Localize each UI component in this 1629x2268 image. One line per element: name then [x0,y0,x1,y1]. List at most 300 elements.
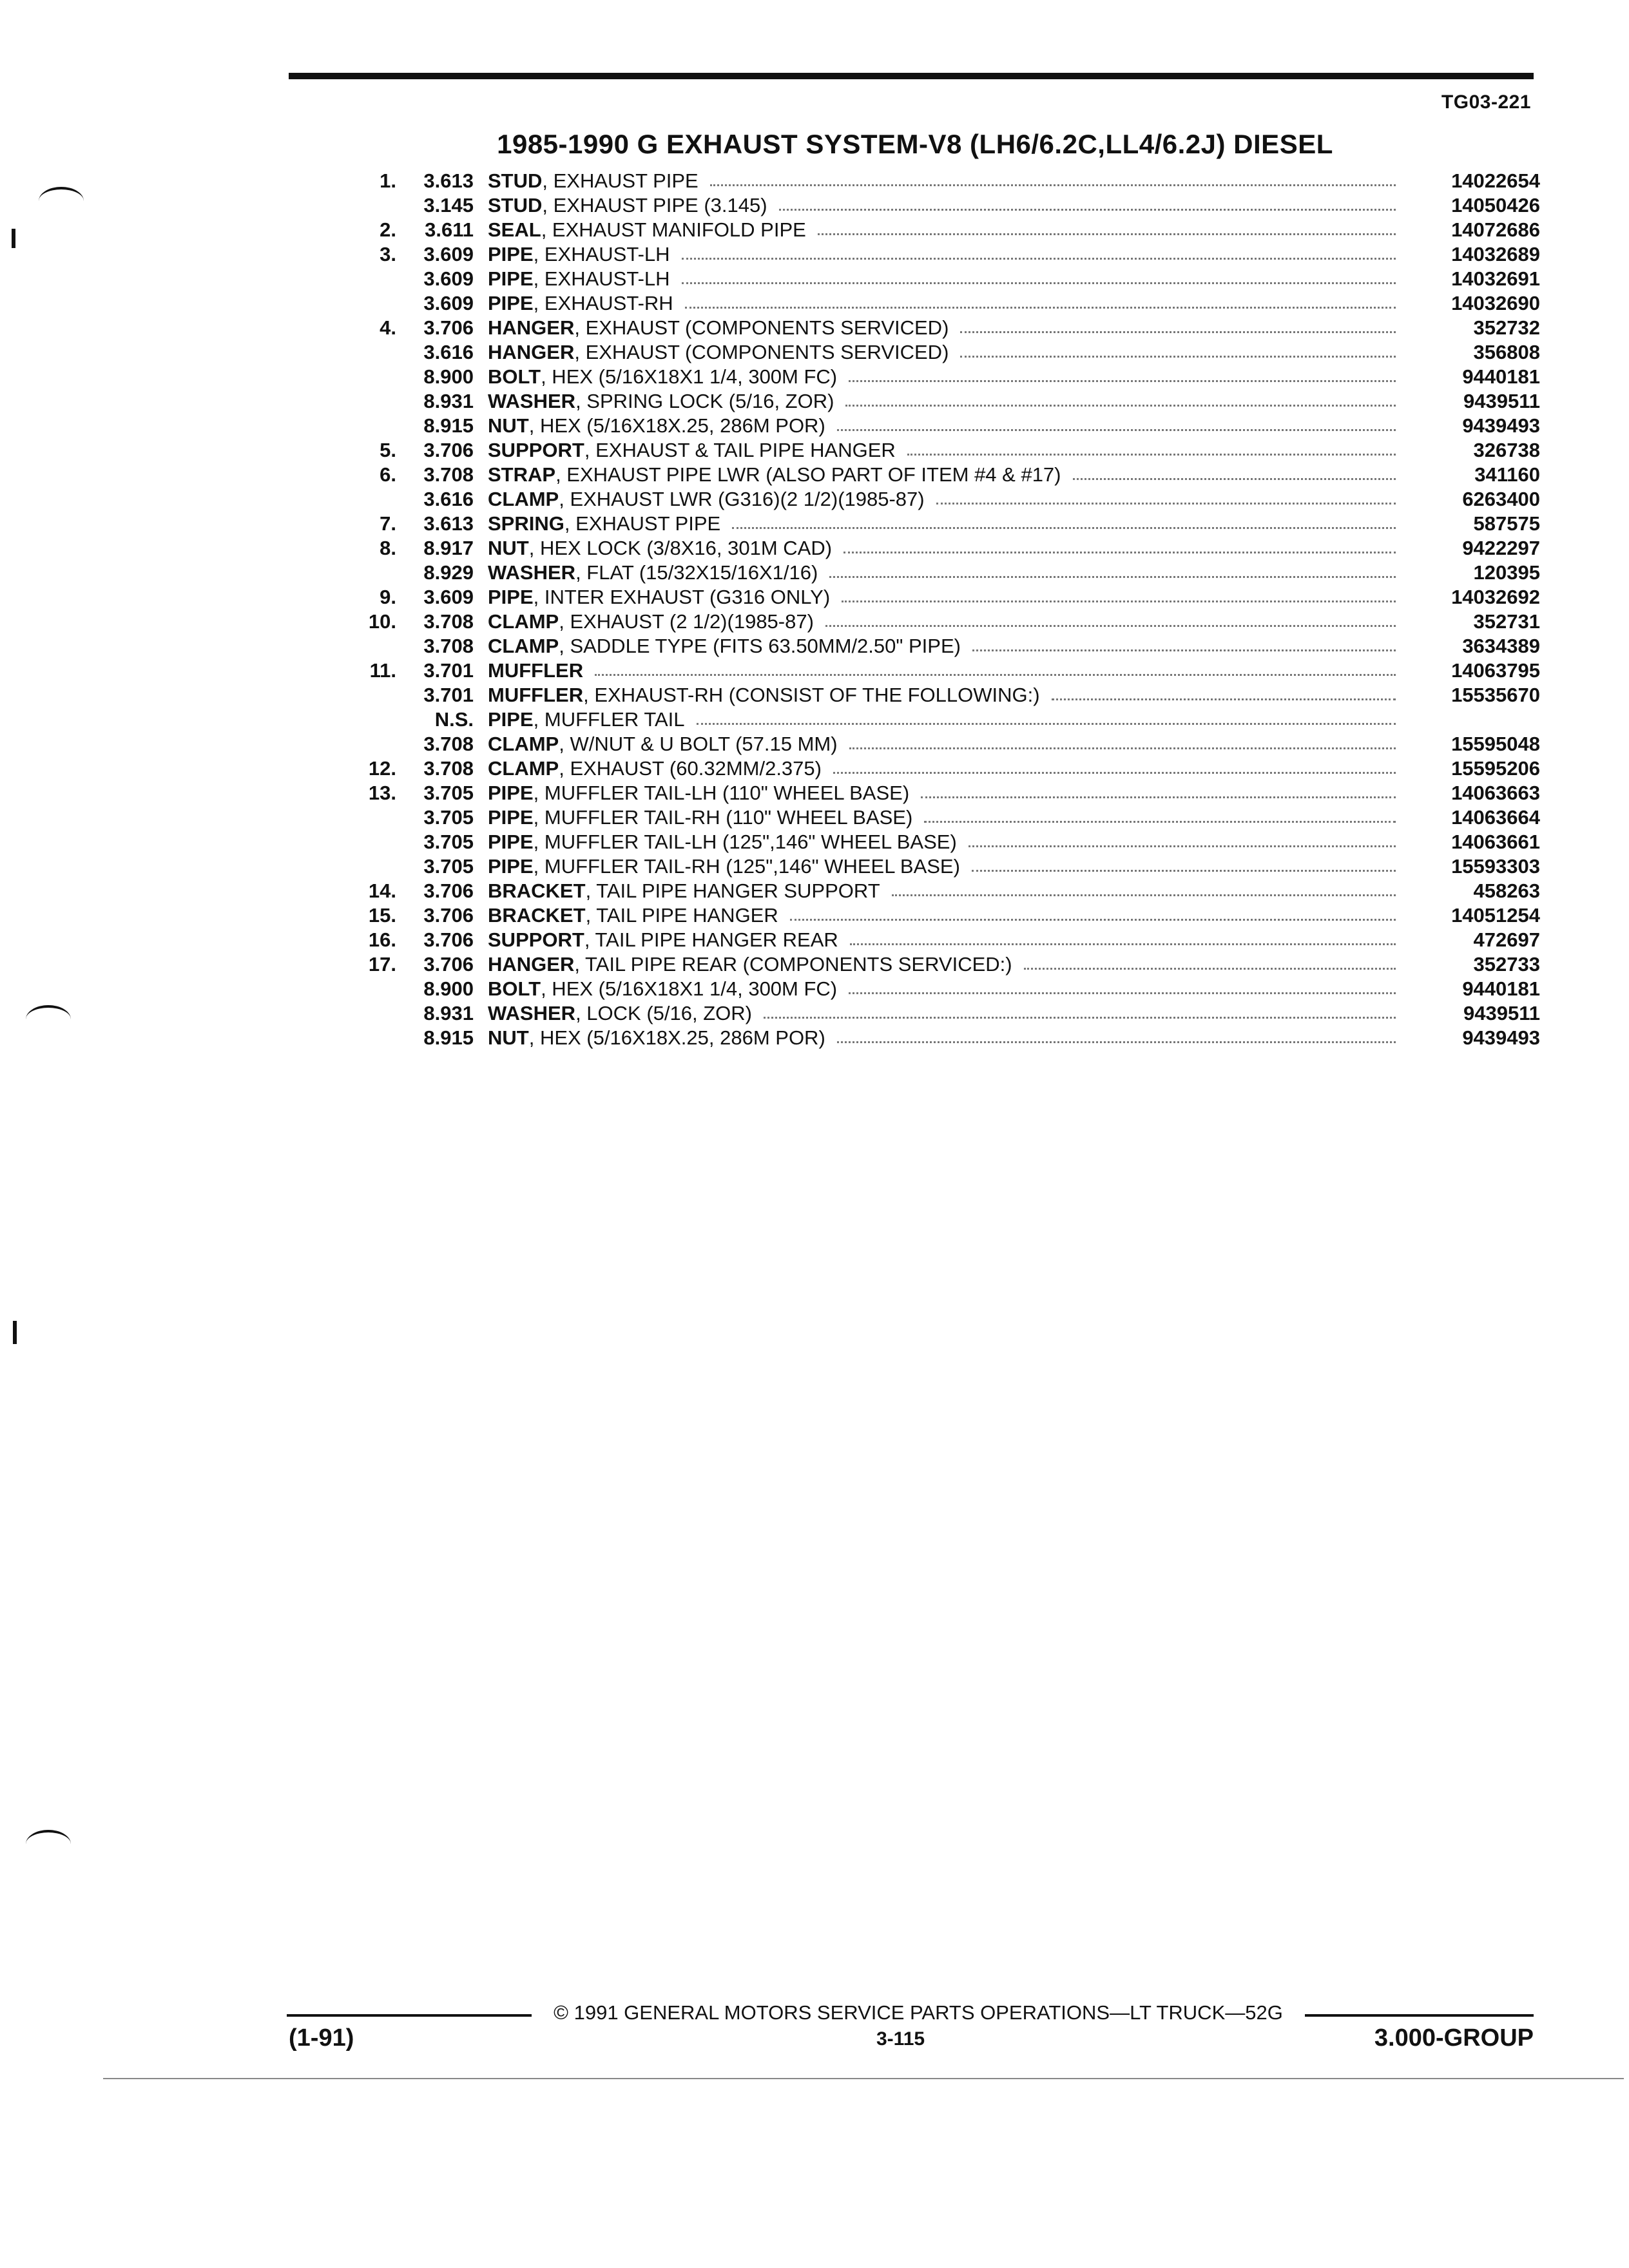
item-number: 8. [380,537,396,559]
item-number: 15. [368,904,396,927]
item-number: 2. [380,218,396,241]
part-number: 14050426 [1451,194,1540,216]
part-row [348,732,1540,756]
dot-leader [936,487,1396,505]
group-number: 3.145 [423,194,474,216]
group-number: 3.706 [423,928,474,951]
part-name: MUFFLER [488,684,584,706]
part-description [488,512,720,536]
part-name: PIPE [488,855,534,878]
part-description [488,414,825,438]
part-detail: , HEX (5/16X18X1 1/4, 300M FC) [541,977,838,1000]
part-name: PIPE [488,806,534,829]
dot-leader [892,879,1396,896]
item-number [348,1026,396,1050]
part-number [1411,707,1540,732]
item-number [348,561,396,585]
group-number: 3.609 [423,243,474,265]
part-description [488,561,818,585]
dot-leader [972,854,1396,872]
part-detail: , EXHAUST (2 1/2)(1985-87) [559,610,814,633]
part-number: 15595048 [1451,733,1540,755]
group-number: 3.609 [423,267,474,290]
part-number: 9440181 [1462,365,1540,388]
dot-leader [790,903,1396,921]
part-name: PIPE [488,292,534,314]
part-number: 6263400 [1462,488,1540,510]
part-row [348,585,1540,610]
part-row [348,1001,1540,1026]
part-description [488,830,957,854]
part-row [348,634,1540,658]
part-number: 14063663 [1451,782,1540,804]
part-name: HANGER [488,341,575,363]
item-number: 4. [380,316,396,339]
dot-leader [1073,463,1396,480]
part-name: NUT [488,537,529,559]
part-description [488,389,834,414]
part-name: SEAL [488,218,541,241]
part-name: CLAMP [488,610,559,633]
scan-mark [12,229,15,248]
dot-leader [710,169,1396,186]
item-number [348,707,396,732]
part-number: 341160 [1474,463,1540,486]
dot-leader [907,438,1396,456]
group-number: 8.931 [423,390,474,412]
part-number: 14032690 [1451,292,1540,314]
part-description [488,438,896,463]
part-row [348,242,1540,267]
dot-leader [842,585,1396,602]
page-code: TG03-221 [1441,91,1531,113]
part-name: SUPPORT [488,928,584,951]
part-detail: , EXHAUST-LH [533,243,670,265]
part-row [348,707,1540,732]
group-number: 3.708 [423,757,474,780]
part-row [348,218,1540,242]
part-name: STRAP [488,463,556,486]
part-number: 14063664 [1451,806,1540,829]
part-detail: , EXHAUST (COMPONENTS SERVICED) [574,341,949,363]
part-row [348,756,1540,781]
part-description [488,1001,752,1026]
part-row [348,561,1540,585]
part-detail: , HEX (5/16X18X.25, 286M POR) [528,414,825,437]
item-number [348,854,396,879]
part-row [348,463,1540,487]
part-name: HANGER [488,316,575,339]
part-row [348,291,1540,316]
part-detail: , SPRING LOCK (5/16, ZOR) [575,390,834,412]
part-number: 14032691 [1451,267,1540,290]
copyright-text: © 1991 GENERAL MOTORS SERVICE PARTS OPERATIONS—LT TRUCK—52G [554,2001,1283,2024]
part-number: 9422297 [1462,537,1540,559]
group-number: 3.708 [423,463,474,486]
part-name: PIPE [488,708,534,731]
group-number: 3.705 [423,806,474,829]
part-detail: , MUFFLER TAIL-RH (110" WHEEL BASE) [533,806,913,829]
part-description [488,267,670,291]
part-detail: , TAIL PIPE HANGER SUPPORT [585,879,880,902]
item-number: 17. [368,953,396,975]
part-row [348,512,1540,536]
group-number: 3.609 [423,292,474,314]
part-name: NUT [488,414,529,437]
part-description [488,365,837,389]
part-number: 120395 [1473,561,1540,584]
part-detail: , EXHAUST MANIFOLD PIPE [541,218,806,241]
part-description [488,952,1012,977]
part-description [488,536,832,561]
part-number: 9440181 [1462,977,1540,1000]
dot-leader [1052,683,1396,700]
group-number: 8.900 [423,365,474,388]
part-row [348,854,1540,879]
dot-leader [850,928,1396,945]
part-name: CLAMP [488,733,559,755]
part-detail: , EXHAUST PIPE [542,169,699,192]
part-row [348,928,1540,952]
part-detail: , EXHAUST-RH (CONSIST OF THE FOLLOWING:) [583,684,1040,706]
part-description [488,928,838,952]
item-number: 9. [380,586,396,608]
group-number: 8.917 [423,537,474,559]
dot-leader [837,1026,1396,1043]
revision-date: (1-91) [289,2024,354,2052]
dot-leader [682,242,1396,260]
part-description [488,585,830,610]
item-number [348,340,396,365]
part-name: STUD [488,194,543,216]
item-number: 14. [368,879,396,902]
group-number: 3.706 [423,953,474,975]
item-number [348,805,396,830]
part-detail: , EXHAUST PIPE (3.145) [542,194,767,216]
part-detail: , MUFFLER TAIL [533,708,685,731]
part-description [488,879,880,903]
group-number: 3.705 [423,831,474,853]
part-row [348,316,1540,340]
part-description [488,707,685,732]
part-row [348,487,1540,512]
dot-leader [697,707,1396,725]
group-number: 3.708 [423,635,474,657]
item-number [348,487,396,512]
part-detail: , TAIL PIPE HANGER REAR [584,928,838,951]
group-number: 3.706 [423,904,474,927]
item-number [348,830,396,854]
part-detail: , MUFFLER TAIL-LH (125",146" WHEEL BASE) [533,831,957,853]
group-number: 3.708 [423,610,474,633]
group-number: 8.900 [423,977,474,1000]
part-name: STUD [488,169,543,192]
part-number: 9439493 [1462,1026,1540,1049]
part-detail: , EXHAUST-LH [533,267,670,290]
part-row [348,1026,1540,1050]
part-name: MUFFLER [488,659,584,682]
dot-leader [845,389,1396,407]
part-detail: , EXHAUST (60.32MM/2.375) [559,757,822,780]
dot-leader [595,658,1396,676]
group-number: 3.708 [423,733,474,755]
bottom-edge-line [103,2078,1624,2079]
part-description [488,683,1040,707]
parts-list [348,169,1540,1050]
part-name: PIPE [488,586,534,608]
dot-leader [921,781,1396,798]
dot-leader [969,830,1396,847]
part-description [488,781,909,805]
part-description [488,242,670,267]
item-number [348,683,396,707]
part-description [488,610,814,634]
part-description [488,340,949,365]
group-number: 8.931 [423,1002,474,1024]
part-row [348,903,1540,928]
part-name: WASHER [488,561,576,584]
item-number [348,365,396,389]
item-number: 5. [380,439,396,461]
part-detail: , EXHAUST-RH [533,292,673,314]
group-number: 8.915 [423,1026,474,1049]
dot-leader [1024,952,1396,970]
part-name: SUPPORT [488,439,584,461]
dot-leader [818,218,1396,235]
part-number: 14063795 [1451,659,1540,682]
group-number: N.S. [434,708,474,731]
part-name: PIPE [488,831,534,853]
page-number: 3-115 [876,2028,925,2050]
part-row [348,610,1540,634]
part-name: BOLT [488,365,541,388]
group-number: 3.706 [423,439,474,461]
dot-leader [685,291,1396,309]
dot-leader [764,1001,1396,1019]
part-row [348,193,1540,218]
dot-leader [960,316,1396,333]
part-detail: , INTER EXHAUST (G316 ONLY) [533,586,831,608]
part-row [348,389,1540,414]
dot-leader [682,267,1396,284]
item-number: 10. [368,610,396,633]
part-detail: , TAIL PIPE HANGER [585,904,778,927]
binder-hole-mark [39,187,84,215]
item-number: 16. [368,928,396,951]
part-number: 14072686 [1451,218,1540,241]
group-number: 3.701 [423,659,474,682]
part-description [488,218,806,242]
part-description [488,169,699,193]
part-detail: , EXHAUST & TAIL PIPE HANGER [584,439,896,461]
item-number: 3. [380,243,396,265]
binder-hole-mark [26,1005,71,1033]
binder-hole-mark [26,1830,71,1858]
part-description [488,463,1061,487]
part-description [488,903,778,928]
part-row [348,805,1540,830]
part-name: BRACKET [488,879,586,902]
part-row [348,365,1540,389]
group-number: 3.706 [423,879,474,902]
part-number: 14051254 [1451,904,1540,927]
item-number [348,414,396,438]
part-row [348,536,1540,561]
part-number: 14032692 [1451,586,1540,608]
item-number [348,732,396,756]
part-detail: , EXHAUST PIPE [564,512,721,535]
part-number: 352732 [1473,316,1540,339]
part-detail: , W/NUT & U BOLT (57.15 MM) [559,733,838,755]
part-description [488,634,961,658]
part-name: PIPE [488,243,534,265]
part-name: PIPE [488,782,534,804]
part-row [348,267,1540,291]
group-number: 3.613 [423,169,474,192]
part-row [348,977,1540,1001]
part-description [488,732,838,756]
part-detail: , HEX (5/16X18X.25, 286M POR) [528,1026,825,1049]
part-number: 472697 [1473,928,1540,951]
part-number: 352731 [1473,610,1540,633]
part-description [488,316,949,340]
part-number: 356808 [1473,341,1540,363]
part-detail: , EXHAUST PIPE LWR (ALSO PART OF ITEM #4 & #17) [555,463,1061,486]
part-description [488,756,822,781]
group-number: 3.613 [423,512,474,535]
part-detail: , EXHAUST LWR (G316)(2 1/2)(1985-87) [559,488,925,510]
part-name: HANGER [488,953,575,975]
item-number: 6. [380,463,396,486]
part-detail: , MUFFLER TAIL-RH (125",146" WHEEL BASE) [533,855,960,878]
part-description [488,805,912,830]
dot-leader [849,977,1396,994]
part-description [488,1026,825,1050]
part-row [348,438,1540,463]
dot-leader [779,193,1396,211]
dot-leader [732,512,1396,529]
group-number: 3.611 [425,218,474,241]
part-description [488,291,673,316]
item-number [348,389,396,414]
dot-leader [924,805,1396,823]
group-number: 3.616 [423,341,474,363]
group-number: 3.609 [423,586,474,608]
item-number [348,634,396,658]
page-title: 1985-1990 G EXHAUST SYSTEM-V8 (LH6/6.2C,LL4/6.2J) DIESEL [497,129,1333,159]
item-number: 7. [380,512,396,535]
part-description [488,658,583,683]
dot-leader [843,536,1396,553]
part-name: BRACKET [488,904,586,927]
item-number: 13. [368,782,396,804]
part-name: CLAMP [488,488,559,510]
part-row [348,879,1540,903]
part-number: 15535670 [1451,684,1540,706]
part-name: CLAMP [488,757,559,780]
scan-mark [13,1321,17,1344]
part-description [488,193,767,218]
part-row [348,169,1540,193]
part-number: 9439493 [1462,414,1540,437]
dot-leader [829,561,1396,578]
part-row [348,414,1540,438]
part-number: 14022654 [1451,169,1540,192]
item-number [348,291,396,316]
footer-rule-left [287,2014,532,2017]
part-name: CLAMP [488,635,559,657]
dot-leader [849,365,1396,382]
item-number [348,267,396,291]
part-name: PIPE [488,267,534,290]
part-description [488,977,837,1001]
dot-leader [849,732,1396,749]
part-number: 587575 [1473,512,1540,535]
item-number: 11. [369,659,396,682]
part-detail: , EXHAUST (COMPONENTS SERVICED) [574,316,949,339]
part-row [348,830,1540,854]
part-name: WASHER [488,390,576,412]
group-number: 3.701 [423,684,474,706]
part-description [488,854,960,879]
dot-leader [825,610,1396,627]
part-number: 14032689 [1451,243,1540,265]
dot-leader [837,414,1396,431]
item-number [348,977,396,1001]
item-number [348,193,396,218]
part-row [348,683,1540,707]
part-detail: , MUFFLER TAIL-LH (110" WHEEL BASE) [533,782,910,804]
part-name: SPRING [488,512,564,535]
part-number: 352733 [1473,953,1540,975]
part-name: WASHER [488,1002,576,1024]
part-name: NUT [488,1026,529,1049]
part-number: 458263 [1473,879,1540,902]
part-detail: , SADDLE TYPE (FITS 63.50MM/2.50" PIPE) [559,635,961,657]
group-number: 3.706 [423,316,474,339]
part-row [348,952,1540,977]
group-number: 3.705 [423,855,474,878]
part-detail: , FLAT (15/32X15/16X1/16) [575,561,818,584]
part-detail: , TAIL PIPE REAR (COMPONENTS SERVICED:) [574,953,1012,975]
group-number: 3.616 [423,488,474,510]
part-detail: , HEX LOCK (3/8X16, 301M CAD) [528,537,833,559]
part-number: 326738 [1473,439,1540,461]
part-row [348,658,1540,683]
group-label: 3.000-GROUP [1374,2024,1534,2052]
group-number: 8.929 [423,561,474,584]
dot-leader [960,340,1396,358]
part-detail: , HEX (5/16X18X1 1/4, 300M FC) [541,365,838,388]
part-number: 15595206 [1451,757,1540,780]
part-number: 14063661 [1451,831,1540,853]
item-number: 1. [380,169,396,192]
part-number: 15593303 [1451,855,1540,878]
part-number: 3634389 [1462,635,1540,657]
part-number: 9439511 [1463,1002,1540,1024]
part-detail: , LOCK (5/16, ZOR) [575,1002,752,1024]
dot-leader [833,756,1396,774]
item-number [348,1001,396,1026]
part-number: 9439511 [1463,390,1540,412]
top-rule [289,73,1534,79]
group-number: 8.915 [423,414,474,437]
part-row [348,781,1540,805]
footer-rule-right [1305,2014,1534,2017]
part-row [348,340,1540,365]
dot-leader [972,634,1396,651]
part-name: BOLT [488,977,541,1000]
